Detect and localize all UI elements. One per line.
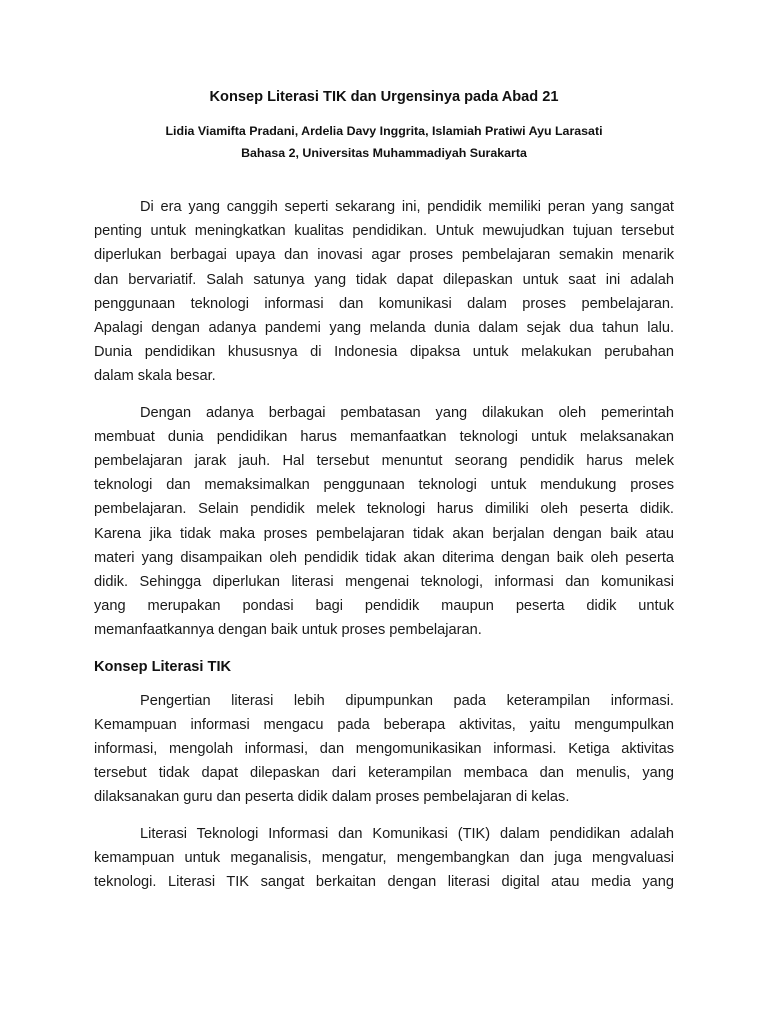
section-heading: Konsep Literasi TIK bbox=[94, 658, 232, 675]
paragraph-line: penting untuk meningkatkan kualitas pendidikan. Untuk mewujudkan tujuan tersebut bbox=[94, 223, 674, 240]
paragraph-line: kemampuan untuk meganalisis, mengatur, mengembangkan dan juga mengvaluasi bbox=[94, 849, 674, 866]
paragraph-line: materi yang disampaikan oleh pendidik tidak akan diterima dengan baik oleh peserta bbox=[94, 549, 674, 566]
paragraph-line: dan bervariatif. Salah satunya yang tidak dapat dilepaskan untuk saat ini adalah bbox=[94, 271, 674, 288]
paragraph-line: membuat dunia pendidikan harus memanfaatkan teknologi untuk melaksanakan bbox=[94, 428, 674, 445]
paragraph-line: Kemampuan informasi mengacu pada beberapa aktivitas, yaitu mengumpulkan bbox=[94, 716, 674, 733]
paragraph-line: informasi, mengolah informasi, dan mengomunikasikan informasi. Ketiga aktivitas bbox=[94, 741, 674, 758]
paragraph-line: Karena jika tidak maka proses pembelajaran tidak akan berjalan dengan baik atau bbox=[94, 525, 674, 542]
paragraph-line: teknologi. Literasi TIK sangat berkaitan dengan literasi digital atau media yang bbox=[94, 874, 674, 891]
paragraph-line: dilaksanakan guru dan peserta didik dalam proses pembelajaran di kelas. bbox=[94, 789, 570, 806]
author-affiliation: Bahasa 2, Universitas Muhammadiyah Surakarta bbox=[241, 146, 527, 160]
paragraph-line: diperlukan berbagai upaya dan inovasi agar proses pembelajaran semakin menarik bbox=[94, 247, 674, 264]
paragraph-line: pembelajaran. Selain pendidik melek teknologi harus dimiliki oleh peserta didik. bbox=[94, 501, 674, 518]
paragraph-line: teknologi dan memaksimalkan penggunaan teknologi untuk mendukung proses bbox=[94, 477, 674, 494]
paragraph-line: memanfaatkannya dengan baik untuk proses pembelajaran. bbox=[94, 622, 482, 639]
paragraph-line: Pengertian literasi lebih dipumpunkan pada keterampilan informasi. bbox=[140, 692, 674, 709]
paragraph bbox=[94, 401, 674, 643]
author-names: Lidia Viamifta Pradani, Ardelia Davy Inggrita, Islamiah Pratiwi Ayu Larasati bbox=[165, 124, 603, 138]
paragraph bbox=[94, 822, 674, 895]
paragraph bbox=[94, 689, 674, 810]
paragraph-line: tersebut tidak dapat dilepaskan dari keterampilan membaca dan menulis, yang bbox=[94, 765, 674, 782]
paragraph-line: Literasi Teknologi Informasi dan Komunikasi (TIK) dalam pendidikan adalah bbox=[140, 825, 674, 842]
paragraph-line: penggunaan teknologi informasi dan komunikasi dalam proses pembelajaran. bbox=[94, 295, 674, 312]
paragraph-line: Apalagi dengan adanya pandemi yang melanda dunia dalam sejak dua tahun lalu. bbox=[94, 320, 674, 337]
paragraph bbox=[94, 195, 674, 389]
paragraph-line: didik. Sehingga diperlukan literasi mengenai teknologi, informasi dan komunikasi bbox=[94, 574, 674, 591]
author-block bbox=[0, 120, 768, 164]
document-title: Konsep Literasi TIK dan Urgensinya pada Abad 21 bbox=[209, 89, 559, 105]
paragraph-line: dalam skala besar. bbox=[94, 368, 216, 385]
paragraph-line: pembelajaran jarak jauh. Hal tersebut menuntut seorang pendidik harus melek bbox=[94, 453, 674, 470]
paragraph-line: yang merupakan pondasi bagi pendidik maupun peserta didik untuk bbox=[94, 598, 674, 615]
paragraph-line: Dunia pendidikan khususnya di Indonesia dipaksa untuk melakukan perubahan bbox=[94, 344, 674, 361]
paragraph-line: Di era yang canggih seperti sekarang ini, pendidik memiliki peran yang sangat bbox=[140, 199, 674, 215]
paragraph-line: Dengan adanya berbagai pembatasan yang dilakukan oleh pemerintah bbox=[140, 404, 674, 421]
document-body bbox=[94, 195, 674, 906]
